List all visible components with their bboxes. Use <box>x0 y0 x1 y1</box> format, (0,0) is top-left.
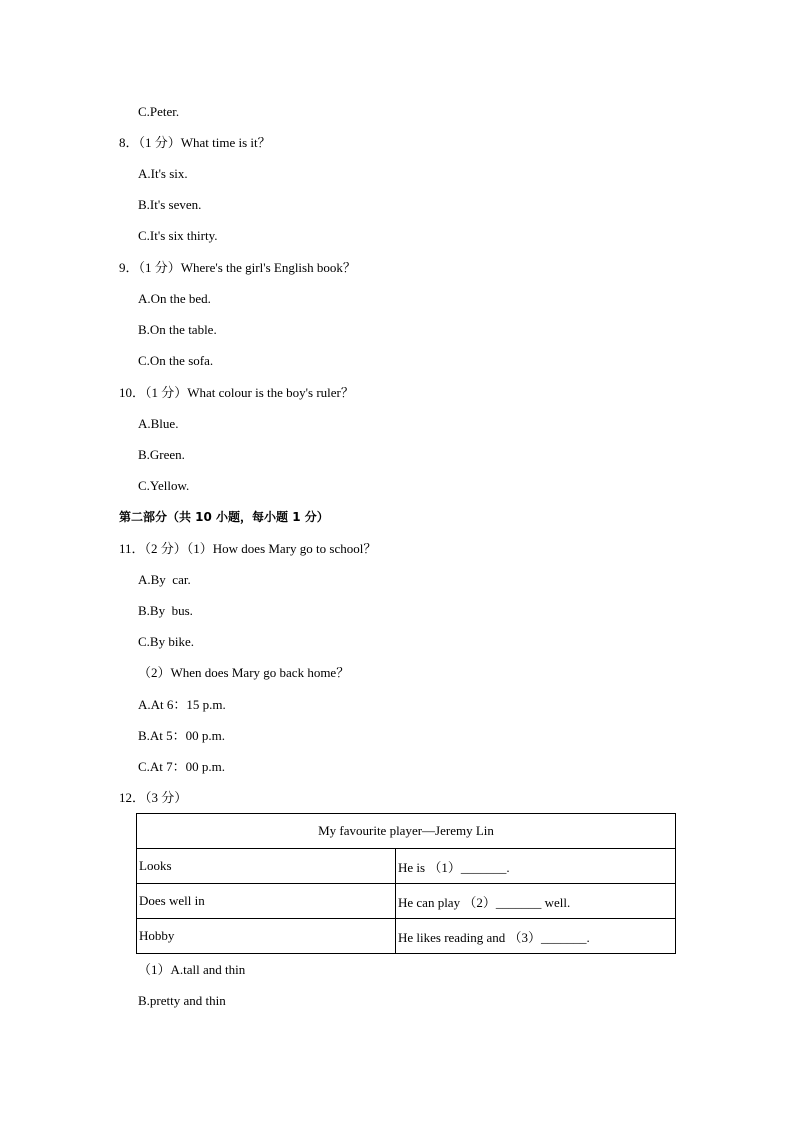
q10-option-b: B.Green. <box>138 447 185 462</box>
q11-2-option-c: C.At 7：00 p.m. <box>138 759 226 774</box>
q11-1-option-b: B.By bus. <box>138 603 193 618</box>
table-row <box>137 884 676 919</box>
q7-option-c: C.Peter. <box>138 104 180 119</box>
question-10: 10．（1 分）What colour is the boy's ruler？ <box>119 385 354 400</box>
q9-option-b: B.On the table. <box>138 322 217 337</box>
question-12: 12．（3 分） <box>119 790 188 805</box>
table-header-row <box>137 814 676 849</box>
q12-1-option-b: B.pretty and thin <box>138 993 226 1008</box>
q11-2-option-b: B.At 5：00 p.m. <box>138 728 226 743</box>
question-8: 8．（1 分）What time is it？ <box>119 135 271 150</box>
q10-option-a: A.Blue. <box>138 416 179 431</box>
q12-1-option-a: （1）A.tall and thin <box>138 962 246 977</box>
table-row <box>137 919 676 954</box>
table-row-label: Looks <box>137 849 396 884</box>
q9-option-c: C.On the sofa. <box>138 353 214 368</box>
table-row <box>137 849 676 884</box>
q8-option-a: A.It's six. <box>138 166 188 181</box>
question-11-part-2: （2）When does Mary go back home？ <box>138 665 350 680</box>
q11-1-option-a: A.By car. <box>138 572 191 587</box>
q8-option-c: C.It's six thirty. <box>138 228 218 243</box>
q10-option-c: C.Yellow. <box>138 478 190 493</box>
part-two-heading: 第二部分（共 10 小题，每小题 1 分） <box>119 510 329 524</box>
question-11: 11．（2 分）（1）How does Mary go to school？ <box>119 541 377 556</box>
table-row-value: He is （1）_______. <box>396 849 676 884</box>
table-row-value: He can play （2）_______ well. <box>396 884 676 919</box>
q8-option-b: B.It's seven. <box>138 197 202 212</box>
player-table <box>136 813 676 954</box>
question-9: 9．（1 分）Where's the girl's English book？ <box>119 260 356 275</box>
table-row-label: Does well in <box>137 884 396 919</box>
table-title: My favourite player—Jeremy Lin <box>137 814 676 849</box>
q11-1-option-c: C.By bike. <box>138 634 194 649</box>
table-row-value: He likes reading and （3）_______. <box>396 919 676 954</box>
table-row-label: Hobby <box>137 919 396 954</box>
q9-option-a: A.On the bed. <box>138 291 211 306</box>
q11-2-option-a: A.At 6：15 p.m. <box>138 697 226 712</box>
